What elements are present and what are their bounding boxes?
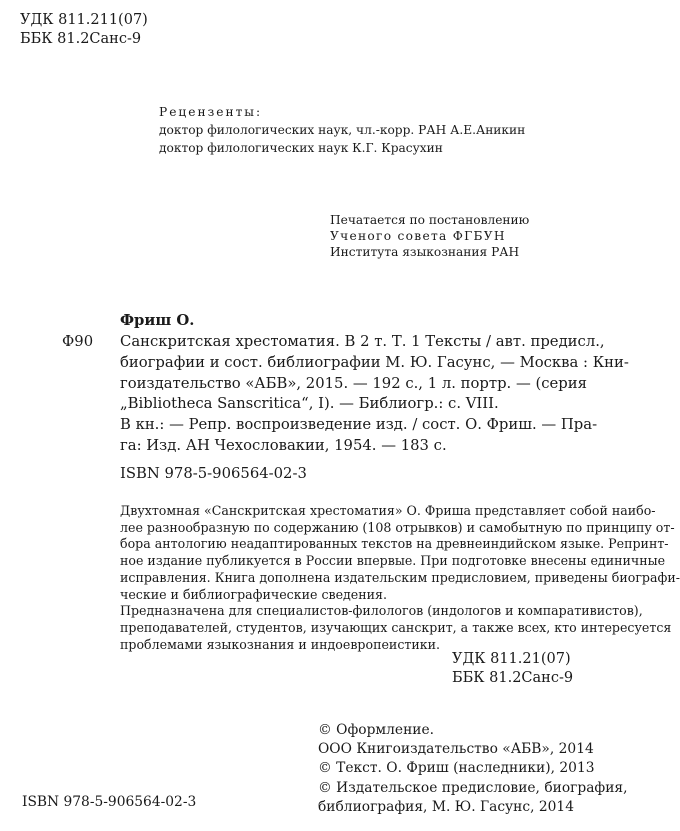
copyright-line: © Текст. О. Фриш (наследники), 2013 — [318, 760, 595, 777]
approval-line-2: Ученого совета ФГБУН — [330, 229, 506, 243]
catalog-author-code: Ф90 — [62, 333, 94, 350]
approval-line-3: Института языкознания РАН — [330, 245, 520, 259]
udk-code-bottom: УДК 811.21(07) — [452, 651, 571, 667]
copyright-line: ООО Книгоиздательство «АБВ», 2014 — [318, 741, 594, 758]
bbk-code: ББК 81.2Санс-9 — [20, 31, 142, 47]
annotation-line: бора антологию неадаптированных текстов на древнеиндийском языке. Репринт- — [120, 536, 669, 552]
description-line: гоиздательство «АБВ», 2015. — 192 с., 1 л. портр. — (серия — [120, 374, 587, 392]
annotation-line: лее разнообразную по содержанию (108 отрывков) и самобытную по принципу от- — [120, 519, 675, 535]
approval-line-1: Печатается по постановлению — [330, 213, 530, 227]
annotation-block — [120, 503, 680, 653]
reviewer-1: доктор филологических наук, чл.-корр. РАН А.Е.Аникин — [159, 123, 526, 137]
copyright-line: © Издательское предисловие, биография, — [318, 779, 628, 796]
bbk-code-bottom: ББК 81.2Санс-9 — [452, 670, 574, 686]
annotation-line: проблемами языкознания и индоевропеистики. — [120, 636, 440, 652]
catalog-description — [120, 332, 629, 457]
copyright-line: библиография, М. Ю. Гасунс, 2014 — [318, 798, 574, 815]
udk-code: УДК 811.211(07) — [20, 12, 148, 28]
annotation-line: ческие и библиографические сведения. — [120, 586, 387, 602]
description-line: „Bibliotheca Sanscritica“, I). — Библиогр.: с. VIII. — [120, 395, 499, 413]
annotation-line: Двухтомная «Санскритская хрестоматия» О. Фриша представляет собой наибо- — [120, 503, 656, 518]
annotation-line: Предназначена для специалистов-филологов (индологов и компаративистов), — [120, 603, 643, 619]
catalog-isbn: ISBN 978-5-906564-02-3 — [120, 465, 307, 482]
annotation-line: преподавателей, студентов, изучающих санскрит, а также всех, кто интересуется — [120, 619, 672, 635]
reviewers-block — [159, 103, 525, 157]
isbn-bottom: ISBN 978-5-906564-02-3 — [22, 794, 197, 810]
copyright-block — [318, 721, 628, 817]
annotation-line: ное издание публикуется в России впервые. При подготовке внесены единичные — [120, 553, 666, 569]
description-line: биографии и сост. библиографии М. Ю. Гасунс, — Москва : Кни- — [120, 353, 629, 371]
approval-block — [330, 212, 529, 260]
description-line: Санскритская хрестоматия. В 2 т. Т. 1 Тексты / авт. предисл., — [120, 333, 605, 350]
reprint-line: В кн.: — Репр. воспроизведение изд. / сост. О. Фриш. — Пра- — [120, 416, 598, 434]
reviewers-heading: Рецензенты: — [159, 105, 263, 119]
reprint-line: га: Изд. АН Чехословакии, 1954. — 183 с. — [120, 436, 447, 454]
classification-top — [20, 11, 148, 49]
classification-bottom — [452, 650, 573, 688]
reviewer-2: доктор филологических наук К.Г. Красухин — [159, 141, 443, 155]
copyright-line: © Оформление. — [318, 722, 435, 738]
annotation-line: исправления. Книга дополнена издательским предисловием, приведены биографи- — [120, 569, 680, 585]
catalog-author: Фриш О. — [120, 312, 195, 329]
